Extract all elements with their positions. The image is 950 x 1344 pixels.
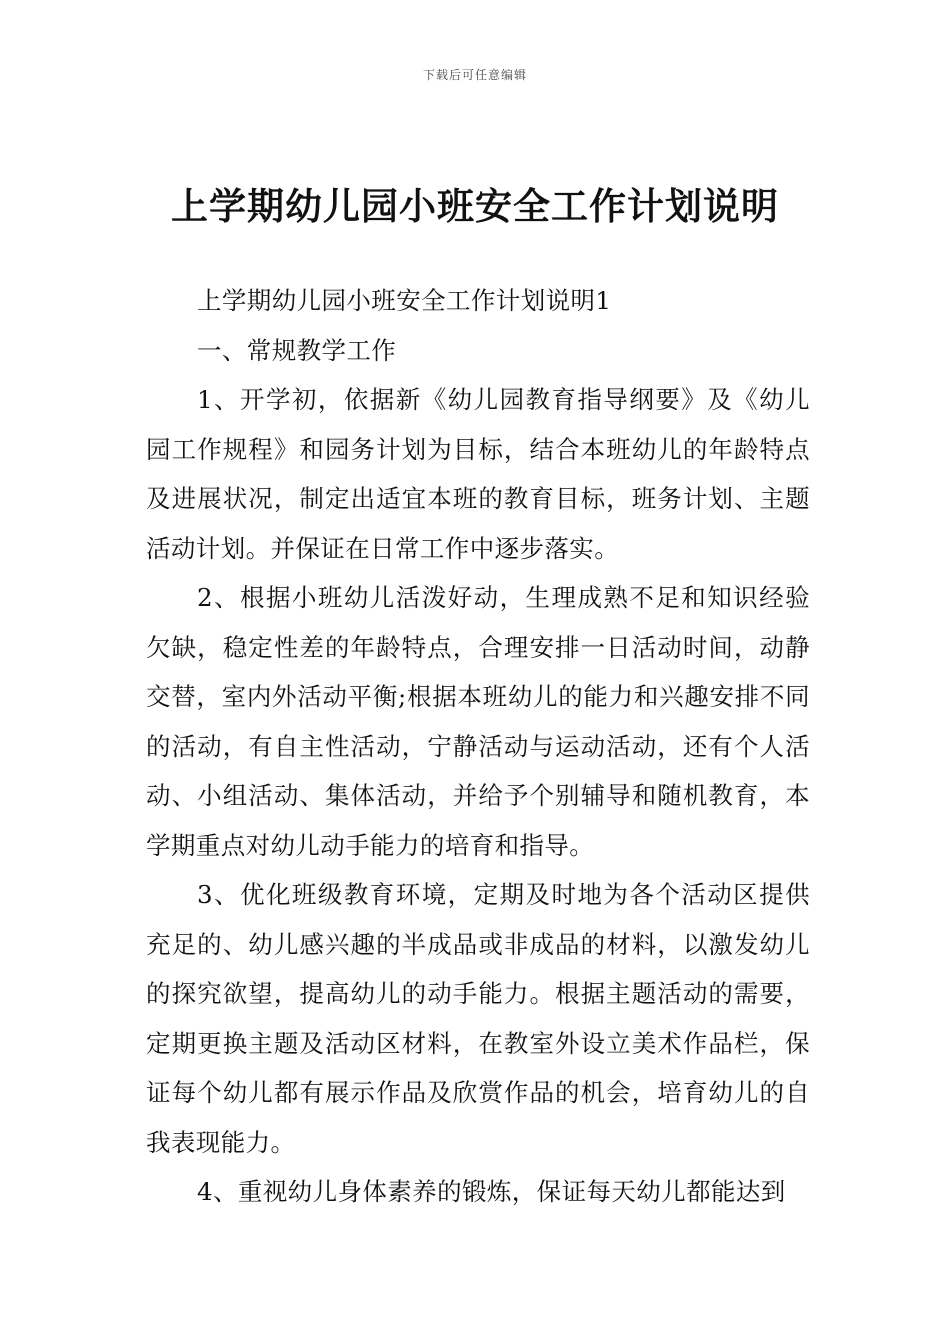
paragraph-section-heading: 一、常规教学工作 bbox=[197, 335, 397, 365]
paragraph-item-2: 2、根据小班幼儿活泼好动，生理成熟不足和知识经验欠缺，稳定性差的年龄特点，合理安排一日活动时间，动静交替，室内外活动平衡;根据本班幼儿的能力和兴趣安排不同的活动，有自主性活动，宁静活动与运动活动，还有个人活动、小组活动、集体活动，并给予个别辅导和随机教育，本学期重点对幼儿动手能力的培育和指导。 bbox=[146, 583, 810, 860]
paragraph-subtitle: 上学期幼儿园小班安全工作计划说明1 bbox=[197, 286, 612, 315]
document-body bbox=[146, 276, 810, 1217]
paragraph-item-4: 4、重视幼儿身体素养的锻炼，保证每天幼儿都能达到 bbox=[197, 1177, 786, 1206]
paragraph-item-1: 1、开学初，依据新《幼儿园教育指导纲要》及《幼儿园工作规程》和园务计划为目标，结合本班幼儿的年龄特点及进展状况，制定出适宜本班的教育目标，班务计划、主题活动计划。并保证在日常工作中逐步落实。 bbox=[146, 385, 810, 563]
paragraph-item-3: 3、优化班级教育环境，定期及时地为各个活动区提供充足的、幼儿感兴趣的半成品或非成品的材料，以激发幼儿的探究欲望，提高幼儿的动手能力。根据主题活动的需要，定期更换主题及活动区材料，在教室外设立美术作品栏，保证每个幼儿都有展示作品及欣赏作品的机会，培育幼儿的自我表现能力。 bbox=[146, 880, 810, 1157]
document-title: 上学期幼儿园小班安全工作计划说明 bbox=[171, 185, 779, 228]
header-note: 下载后可任意编辑 bbox=[422, 68, 527, 82]
